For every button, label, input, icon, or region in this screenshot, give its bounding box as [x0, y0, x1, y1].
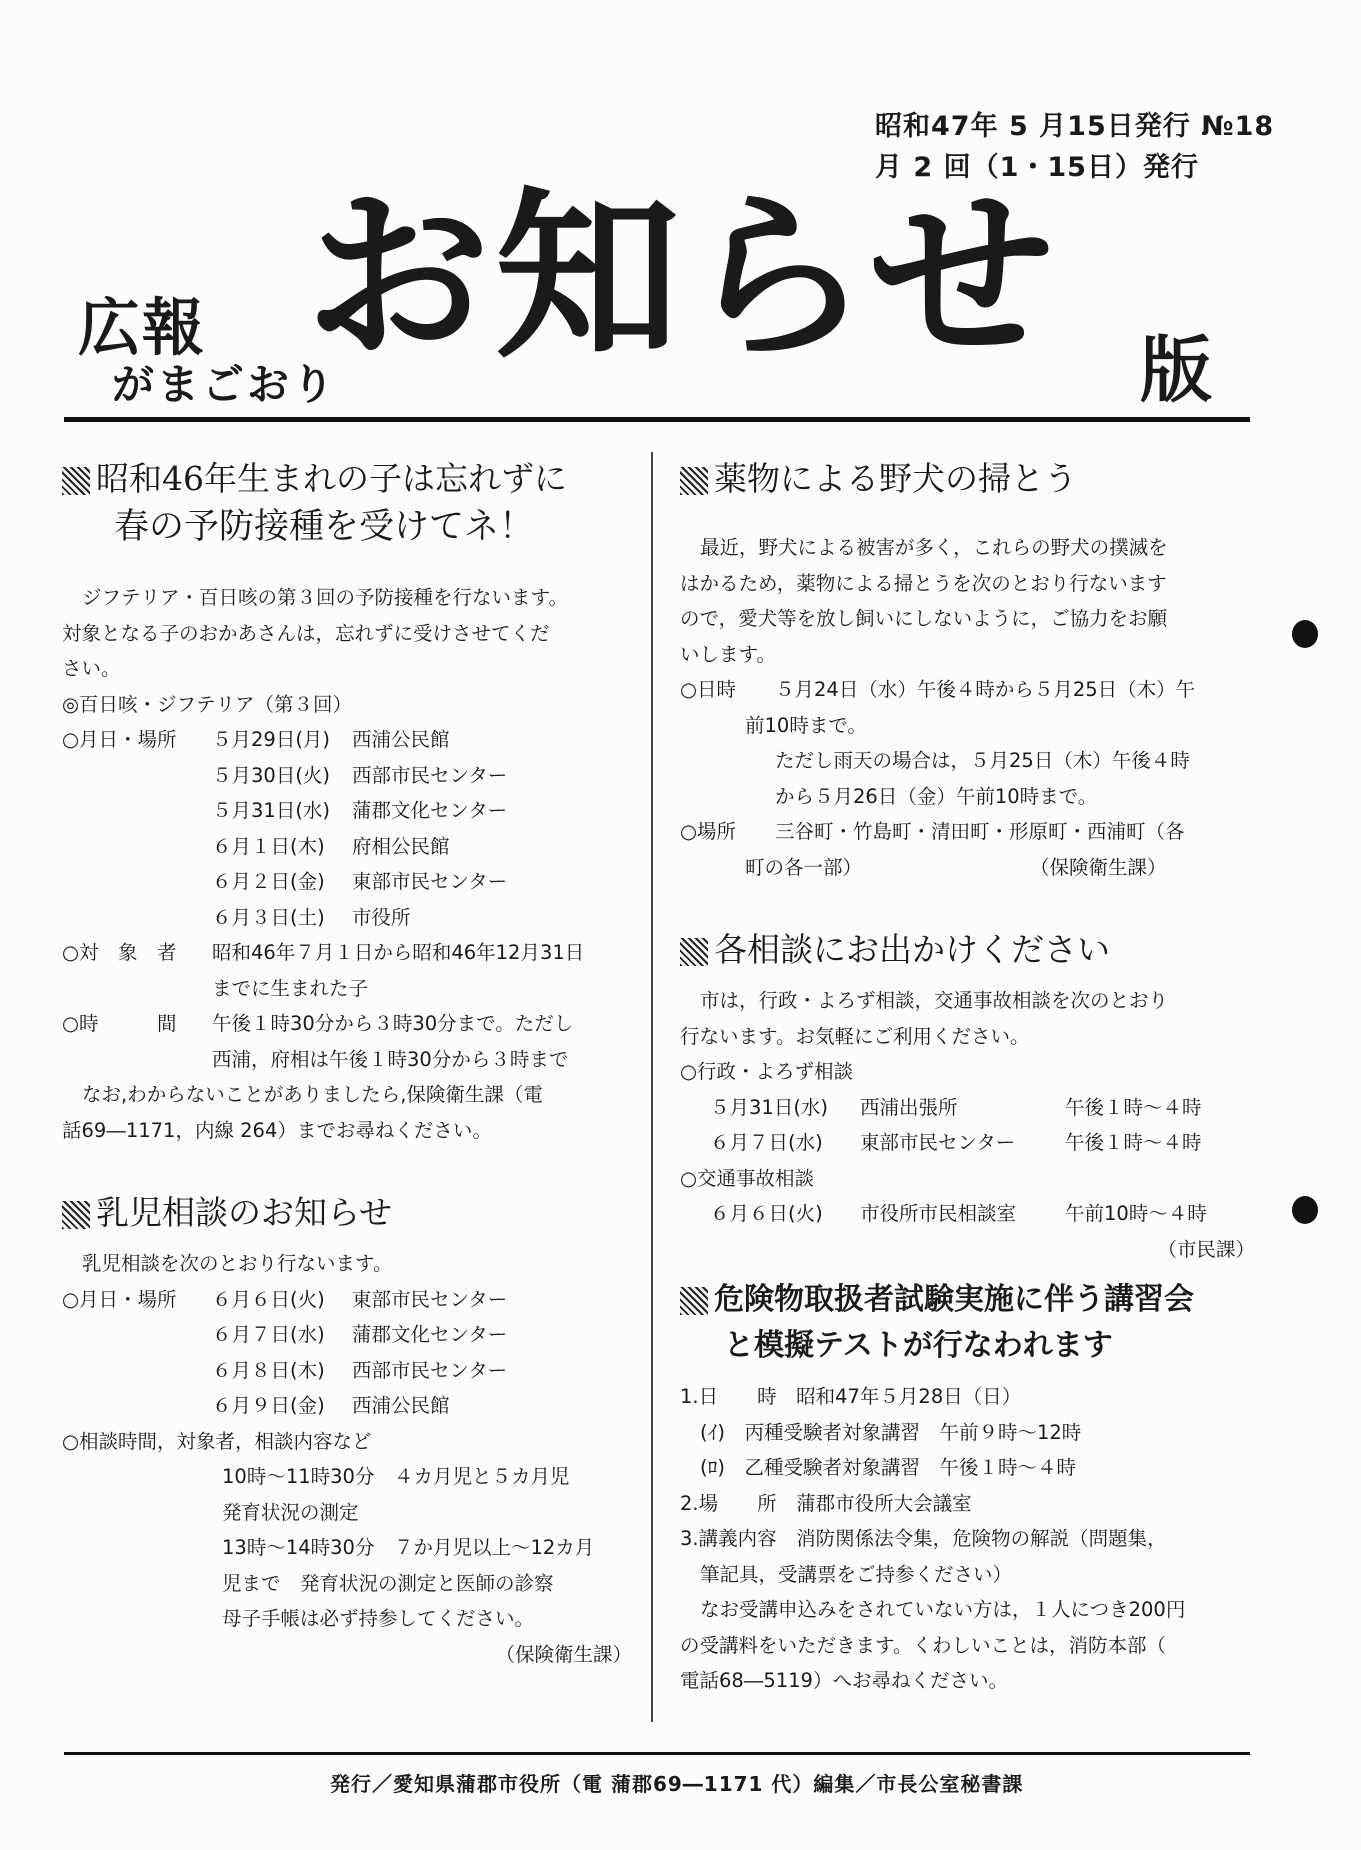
dogs-time-cont: 前10時まで。	[745, 713, 867, 737]
hatch-bullet-icon	[62, 1201, 90, 1229]
infant-detail: 13時～14時30分 ７か月児以上～12カ月	[222, 1536, 595, 1559]
hazard-heading: 危険物取扱者試験実施に伴う講習会	[680, 1277, 1255, 1323]
hatch-bullet-icon	[680, 938, 708, 966]
dogs-body: はかるため，薬物による掃とうを次のとおり行ないます	[680, 571, 1167, 595]
publication-date: 昭和47年 5 月15日発行 №18	[875, 111, 1275, 142]
consult-department: （市民課）	[1157, 1237, 1255, 1261]
dogs-time-cont: から５月26日（金）午前10時まで。	[775, 784, 1098, 808]
hazard-line: 1.日 時 昭和47年５月28日（日）	[680, 1385, 1022, 1408]
hazard-heading-2: と模擬テストが行なわれます	[724, 1328, 1113, 1363]
consult-group-label: ○行政・よろず相談	[680, 1060, 854, 1083]
consult-group-label: ○交通事故相談	[680, 1166, 815, 1190]
schedule-row: ６月８日(木) 西部市民センター	[212, 1358, 508, 1382]
vaccine-name: ◎百日咳・ジフテリア（第３回）	[62, 692, 353, 716]
hatch-bullet-icon	[680, 1287, 708, 1315]
vaccination-subheading: 春の予防接種を受けてネ！	[114, 507, 535, 547]
time-row: 西浦，府相は午後１時30分から３時まで	[212, 1047, 569, 1071]
infant-detail: 母子手帳は必ず持参してください。	[222, 1607, 535, 1630]
hazard-line: 2.場 所 蒲郡市役所大会議室	[680, 1491, 972, 1515]
hazard-line: (ｲ) 丙種受験者対象講習 午前９時～12時	[700, 1420, 1082, 1444]
schedule-row: ５月31日(水) 蒲郡文化センター	[212, 799, 508, 822]
dogs-place-row: ○場所 三谷町・竹島町・清田町・形原町・西浦町（各	[680, 820, 1185, 843]
schedule-row: ６月７日(水) 蒲郡文化センター	[212, 1323, 508, 1346]
kouhou-label: 広報	[78, 291, 207, 364]
hazard-line: 筆記具，受講票をご持参ください）	[700, 1562, 1013, 1586]
consult-row: ６月７日(水) 東部市民センター 午後１時～４時	[710, 1131, 1202, 1154]
schedule-row: ６月１日(木) 府相公民館	[212, 834, 450, 858]
masthead-rule	[64, 417, 1250, 422]
vaccination-intro-1: ジフテリア・百日咳の第３回の予防接種を行ないます。	[82, 586, 568, 609]
schedule-row: ６月３日(土) 市役所	[212, 905, 411, 929]
consult-heading: 各相談にお出かけください	[680, 927, 1255, 973]
schedule-row: ○月日・場所 ５月29日(月) 西浦公民館	[62, 728, 450, 751]
hazard-note: の受講料をいただきます。くわしいことは，消防本部（	[680, 1633, 1166, 1657]
left-column	[62, 456, 632, 1672]
binder-hole-mark	[1292, 1196, 1318, 1224]
hazard-line: (ﾛ) 乙種受験者対象講習 午後１時～４時	[700, 1456, 1076, 1479]
consult-row: ５月31日(水) 西浦出張所 午後１時～４時	[710, 1095, 1202, 1119]
city-name: がまごおり	[112, 360, 338, 409]
infant-detail: 10時～11時30分 ４カ月児と５カ月児	[222, 1465, 570, 1488]
hazard-note: なお受講申込みをされていない方は，１人につき200円	[700, 1598, 1186, 1621]
dogs-department: （保険衛生課）	[1030, 855, 1167, 879]
hazard-line: 3.講義内容 消防関係法令集，危険物の解説（問題集，	[680, 1527, 1167, 1550]
consult-body: 行ないます。お気軽にご利用ください。	[680, 1024, 1030, 1048]
hazard-note: 電話68―5119）へお尋ねください。	[680, 1669, 1008, 1692]
infant-intro: 乳児相談を次のとおり行ないます。	[82, 1252, 393, 1275]
edition-label: 版	[1140, 328, 1213, 412]
binder-hole-mark	[1292, 620, 1318, 648]
consult-row: ６月６日(火) 市役所市民相談室 午前10時～４時	[710, 1202, 1207, 1225]
publication-frequency: 月 2 回（1・15日）発行	[875, 152, 1199, 183]
hatch-bullet-icon	[62, 467, 90, 495]
dogs-body: いします。	[680, 642, 776, 666]
dogs-body: ので，愛犬等を放し飼いにしないように，ご協力をお願	[680, 607, 1168, 630]
vaccination-note-1: なお,わからないことがありましたら,保険衛生課（電	[82, 1083, 543, 1106]
target-row: までに生まれた子	[212, 976, 369, 1000]
target-row: ○対 象 者 昭和46年７月１日から昭和46年12月31日	[62, 941, 585, 964]
dogs-heading: 薬物による野犬の掃とう	[680, 456, 1255, 502]
schedule-row: ６月２日(金) 東部市民センター	[212, 870, 508, 893]
infant-details-label: ○相談時間，対象者，相談内容など	[62, 1429, 372, 1453]
hatch-bullet-icon	[680, 467, 708, 495]
dogs-time-row: ○日時 ５月24日（水）午後４時から５月25日（木）午	[680, 678, 1196, 701]
dogs-time-cont: ただし雨天の場合は，５月25日（木）午後４時	[775, 749, 1190, 772]
schedule-row: ５月30日(火) 西部市民センター	[212, 763, 508, 787]
schedule-row: ○月日・場所 ６月６日(火) 東部市民センター	[62, 1287, 508, 1311]
vaccination-intro-2: 対象となる子のおかあさんは，忘れずに受けさせてくだ	[62, 621, 550, 645]
consult-body: 市は，行政・よろず相談，交通事故相談を次のとおり	[700, 989, 1169, 1012]
right-column	[680, 456, 1255, 1699]
column-divider	[651, 452, 653, 1722]
vaccination-intro-3: さい。	[62, 657, 121, 680]
publisher-footer: 発行／愛知県蒲郡市役所（電 蒲郡69―1171 代）編集／市長公室秘書課	[330, 1772, 1024, 1796]
infant-detail: 発育状況の測定	[222, 1500, 359, 1524]
vaccination-note-2: 話69―1171，内線 264）までお尋ねください。	[62, 1118, 492, 1142]
infant-detail: 児まで 発育状況の測定と医師の診察	[222, 1571, 554, 1595]
infant-heading: 乳児相談のお知らせ	[62, 1190, 632, 1236]
masthead-title: お知らせ	[305, 169, 1059, 383]
footer-rule	[64, 1752, 1250, 1755]
time-row: ○時 間 午後１時30分から３時30分まで。ただし	[62, 1012, 574, 1035]
schedule-row: ６月９日(金) 西浦公民館	[212, 1394, 450, 1417]
dogs-place-row: 町の各一部） （保険衛生課）	[680, 850, 1255, 886]
vaccination-heading: 昭和46年生まれの子は忘れずに	[62, 456, 632, 502]
infant-department: （保険衛生課）	[495, 1642, 632, 1666]
dogs-body: 最近，野犬による被害が多く，これらの野犬の撲滅を	[700, 536, 1168, 559]
